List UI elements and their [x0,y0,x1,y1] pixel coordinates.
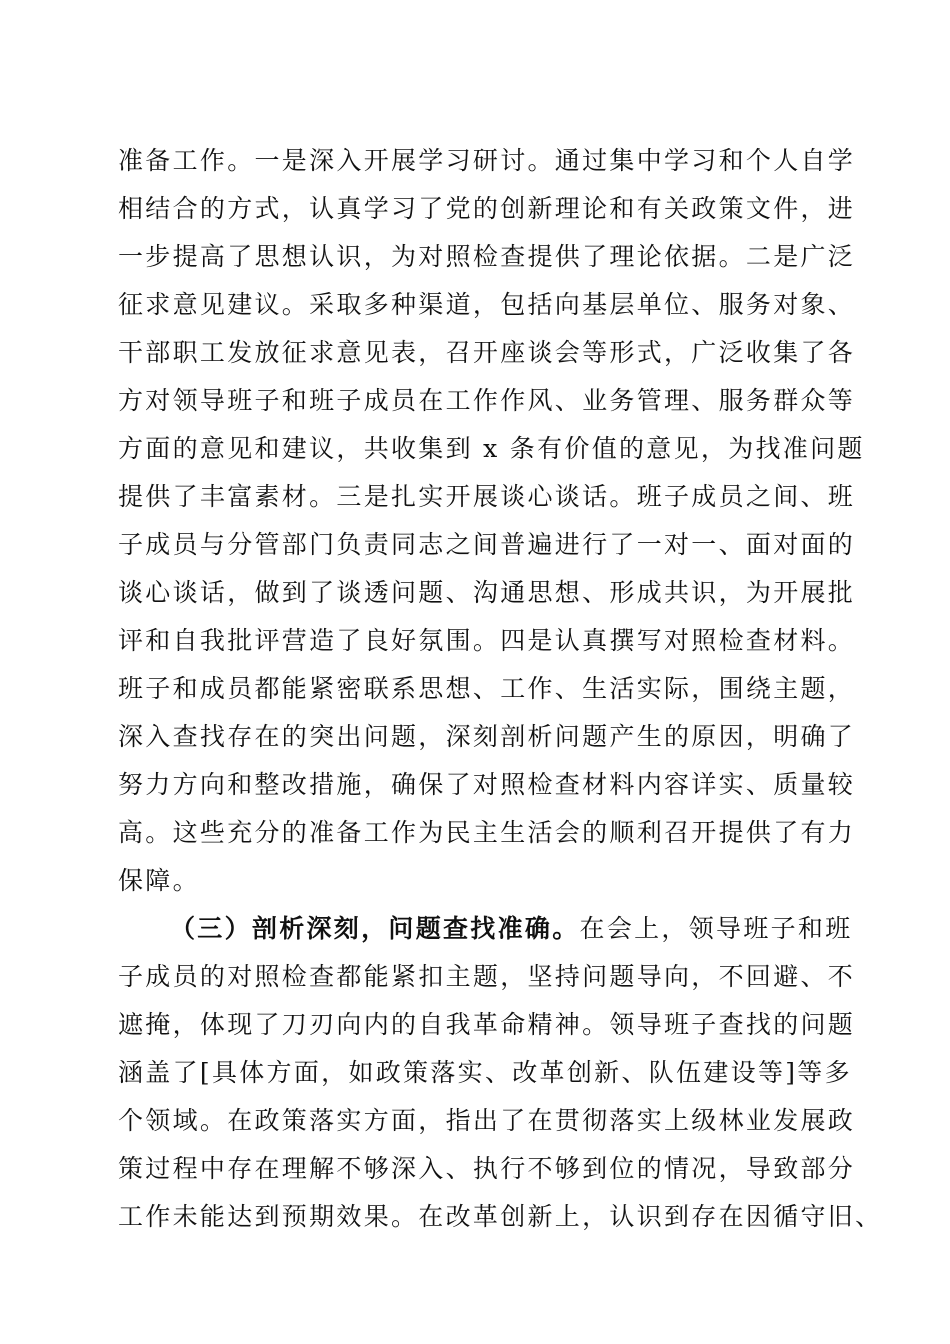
paragraph-1-line-11: 评和自我批评营造了良好氛围。四是认真撰写对照检查材料。 [118,626,856,655]
paragraph-1-line-14: 努力方向和整改措施，确保了对照检查材料内容详实、质量较 [118,770,856,799]
paragraph-2-line-6: 策过程中存在理解不够深入、执行不够到位的情况，导致部分 [118,1154,856,1183]
paragraph-1-line-12: 班子和成员都能紧密联系思想、工作、生活实际，围绕主题， [118,674,856,703]
paragraph-2-line-1-rest: 在会上，领导班子和班 [579,914,853,943]
paragraph-2-line-5: 个领域。在政策落实方面，指出了在贯彻落实上级林业发展政 [118,1106,856,1135]
paragraph-1-line-4: 征求意见建议。采取多种渠道，包括向基层单位、服务对象、 [118,290,856,319]
paragraph-1-line-9: 子成员与分管部门负责同志之间普遍进行了一对一、面对面的 [118,530,856,559]
paragraph-1-line-8: 提供了丰富素材。三是扎实开展谈心谈话。班子成员之间、班 [118,482,856,511]
paragraph-1-line-5: 干部职工发放征求意见表，召开座谈会等形式，广泛收集了各 [118,338,856,367]
paragraph-1-line-3: 一步提高了思想认识，为对照检查提供了理论依据。二是广泛 [118,242,856,271]
paragraph-1-line-15: 高。这些充分的准备工作为民主生活会的顺利召开提供了有力 [118,818,856,847]
paragraph-1-line-6: 方对领导班子和班子成员在工作作风、业务管理、服务群众等 [118,386,856,415]
section-heading: （三）剖析深刻，问题查找准确。 [170,914,580,943]
paragraph-2-line-7: 工作未能达到预期效果。在改革创新上，认识到存在因循守旧、 [118,1202,883,1231]
paragraph-1-line-2: 相结合的方式，认真学习了党的创新理论和有关政策文件，进 [118,194,856,223]
paragraph-1-line-1: 准备工作。一是深入开展学习研讨。通过集中学习和个人自学 [118,146,856,175]
paragraph-1-line-10: 谈心谈话，做到了谈透问题、沟通思想、形成共识，为开展批 [118,578,856,607]
paragraph-1-line-13: 深入查找存在的突出问题，深刻剖析问题产生的原因，明确了 [118,722,856,751]
paragraph-1-line-16: 保障。 [118,866,200,895]
paragraph-2-first-line [170,914,853,944]
paragraph-2-line-2: 子成员的对照检查都能紧扣主题，坚持问题导向，不回避、不 [118,962,856,991]
paragraph-1-line-7: 方面的意见和建议，共收集到 x 条有价值的意见，为找准问题 [118,434,865,463]
paragraph-2-line-4: 涵盖了[具体方面，如政策落实、改革创新、队伍建设等]等多 [118,1058,852,1087]
paragraph-2-line-3: 遮掩，体现了刀刃向内的自我革命精神。领导班子查找的问题 [118,1010,856,1039]
